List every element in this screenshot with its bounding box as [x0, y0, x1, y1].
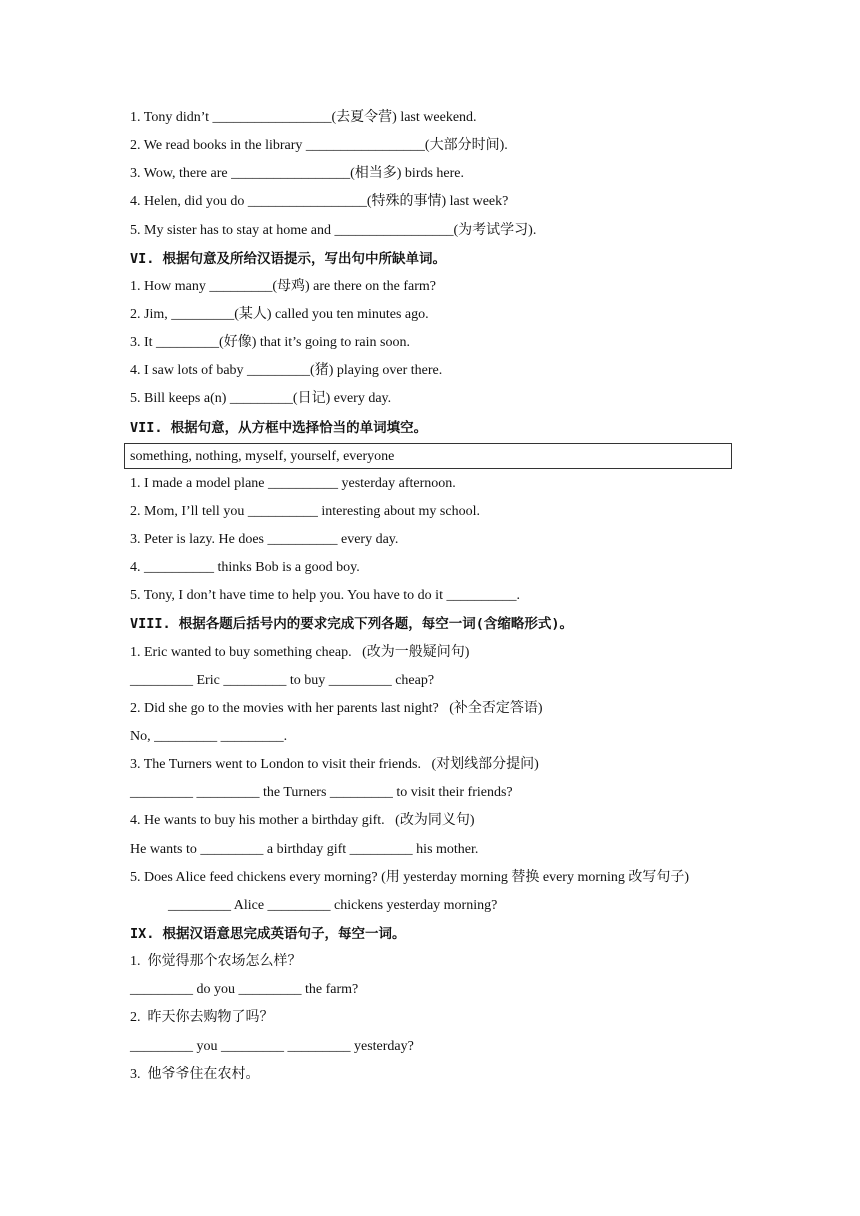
- question-line: 5. Does Alice feed chickens every morning? (用 yesterday morning 替换 every morning 改写句子): [130, 869, 690, 885]
- question-line: 2. We read books in the library _________________(大部分时间).: [130, 138, 508, 154]
- question-line: 1. Tony didn’t _________________(去夏令营) last weekend.: [130, 110, 477, 125]
- section-heading-ix: IX. 根据汉语意思完成英语句子，每空一词。: [130, 925, 406, 942]
- question-line: 1. I made a model plane __________ yesterday afternoon.: [130, 475, 456, 491]
- question-line: 2. 昨天你去购物了吗？: [130, 1010, 274, 1026]
- answer-line: _________ you _________ _________ yesterday?: [130, 1038, 414, 1054]
- question-line: 4. He wants to buy his mother a birthday gift. (改为同义句): [130, 813, 475, 829]
- section-heading-vii: VII. 根据句意，从方框中选择恰当的单词填空。: [130, 419, 428, 436]
- question-line: 3. It _________(好像) that it’s going to rain soon.: [130, 335, 410, 351]
- question-line: 1. Eric wanted to buy something cheap. (改为一般疑问句): [130, 644, 470, 660]
- question-line: 2. Did she go to the movies with her parents last night? (补全否定答语): [130, 700, 543, 716]
- answer-line: No, _________ _________.: [130, 728, 288, 744]
- question-line: 5. My sister has to stay at home and _________________(为考试学习).: [130, 222, 537, 238]
- question-line: 3. 他爷爷住在农村。: [130, 1066, 260, 1082]
- question-line: 5. Tony, I don’t have time to help you. You have to do it __________.: [130, 588, 520, 604]
- question-line: 2. Mom, I’ll tell you __________ interesting about my school.: [130, 503, 480, 519]
- question-line: 3. The Turners went to London to visit their friends. (对划线部分提问): [130, 757, 539, 773]
- word-bank-box: something, nothing, myself, yourself, everyone: [124, 443, 732, 469]
- question-line: 4. Helen, did you do _________________(特殊的事情) last week?: [130, 194, 509, 210]
- answer-line: _________ do you _________ the farm?: [130, 982, 359, 998]
- question-line: 3. Wow, there are _________________(相当多) birds here.: [130, 166, 465, 182]
- answer-line: He wants to _________ a birthday gift _________ his mother.: [130, 841, 479, 857]
- question-line: 1. How many _________(母鸡) are there on the farm?: [130, 278, 436, 294]
- question-line: 3. Peter is lazy. He does __________ every day.: [130, 531, 399, 547]
- question-line: 2. Jim, _________(某人) called you ten minutes ago.: [130, 306, 429, 322]
- question-line: 1. 你觉得那个农场怎么样？: [130, 954, 302, 970]
- section-heading-viii: VIII. 根据各题后括号内的要求完成下列各题，每空一词(含缩略形式)。: [130, 616, 574, 633]
- section-heading-vi: VI. 根据句意及所给汉语提示，写出句中所缺单词。: [130, 250, 447, 267]
- answer-line: _________ _________ the Turners _________ to visit their friends?: [130, 785, 513, 801]
- worksheet-content: [130, 104, 750, 1089]
- answer-line: _________ Alice _________ chickens yesterday morning?: [168, 897, 498, 913]
- question-line: 4. I saw lots of baby _________(猪) playing over there.: [130, 363, 443, 379]
- answer-line: _________ Eric _________ to buy _________ cheap?: [130, 672, 435, 688]
- question-line: 5. Bill keeps a(n) _________(日记) every day.: [130, 391, 392, 407]
- question-line: 4. __________ thinks Bob is a good boy.: [130, 560, 360, 576]
